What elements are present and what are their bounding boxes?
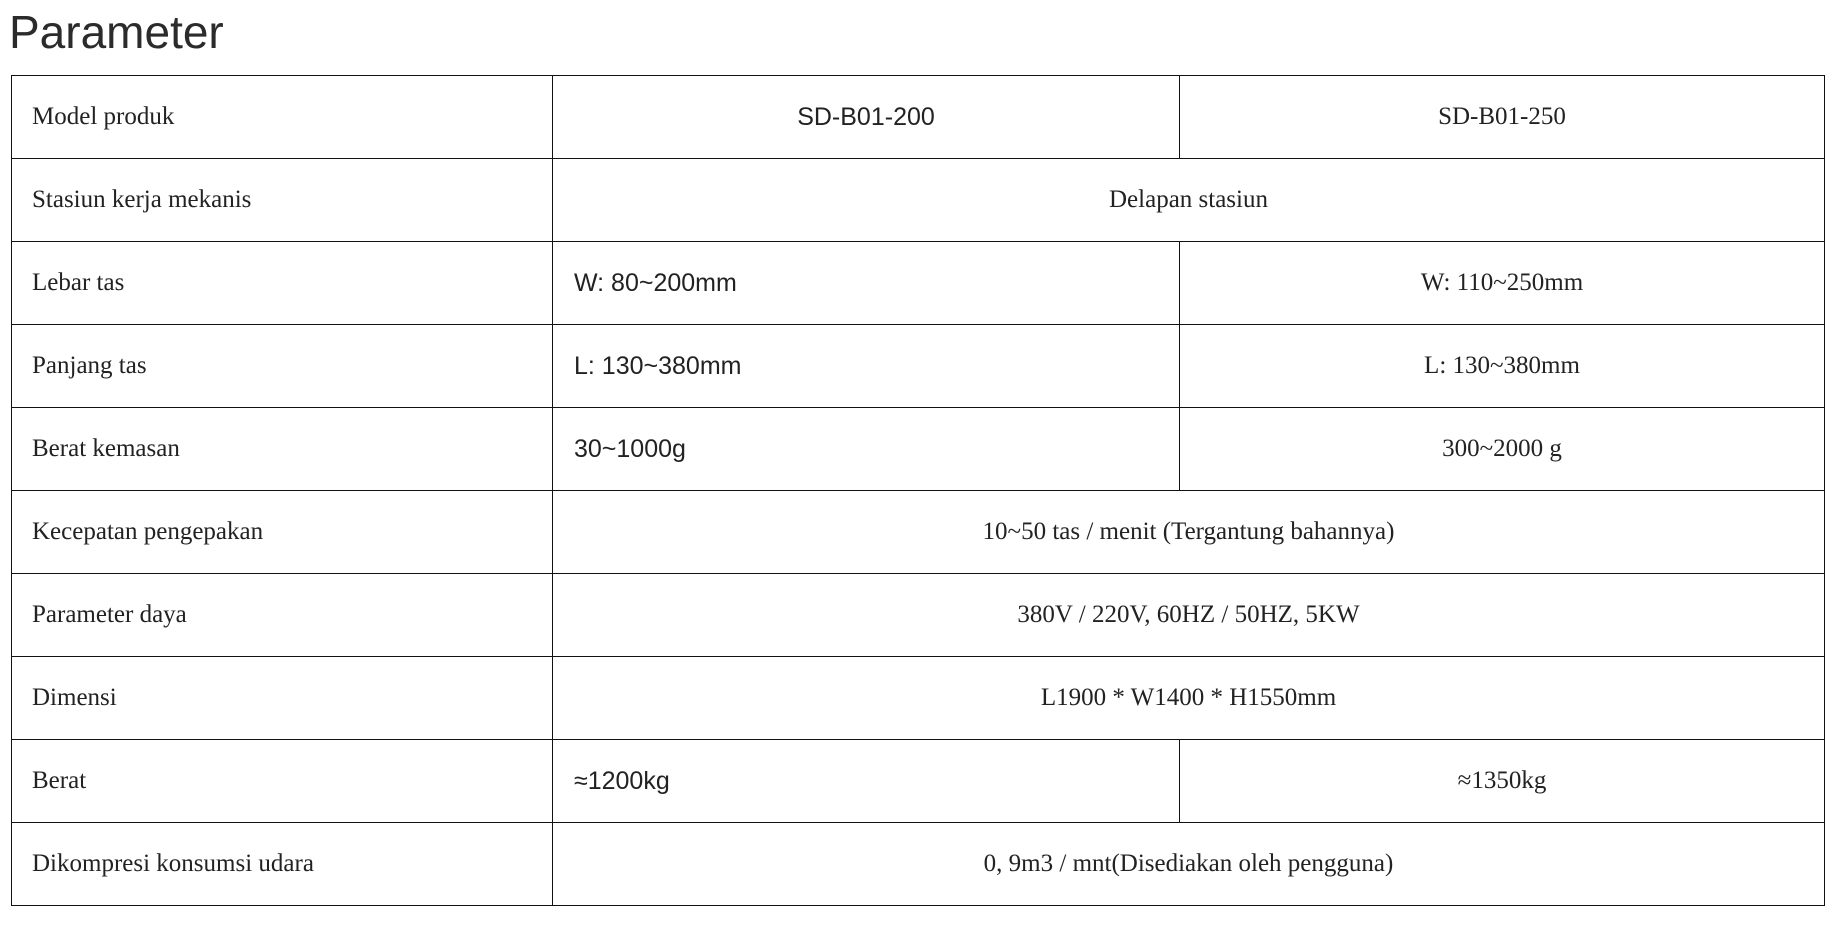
speed-value: 10~50 tas / menit (Tergantung bahannya) <box>553 491 1825 574</box>
table-row-model <box>12 76 1825 159</box>
table-row-power <box>12 574 1825 657</box>
bag-width-value-1: W: 80~200mm <box>553 242 1180 325</box>
table-row-bag-length <box>12 325 1825 408</box>
bag-length-value-1: L: 130~380mm <box>553 325 1180 408</box>
page-title: Parameter <box>9 6 224 58</box>
model-value-1: SD-B01-200 <box>553 76 1180 159</box>
table-row-bag-width <box>12 242 1825 325</box>
table-row-dimension <box>12 657 1825 740</box>
model-value-2: SD-B01-250 <box>1180 76 1825 159</box>
table-row-workstation <box>12 159 1825 242</box>
table-row-pack-weight <box>12 408 1825 491</box>
table-row-speed <box>12 491 1825 574</box>
air-consumption-value: 0, 9m3 / mnt(Disediakan oleh pengguna) <box>553 823 1825 906</box>
row-label: Panjang tas <box>12 325 553 408</box>
table-row-weight <box>12 740 1825 823</box>
weight-value-1: ≈1200kg <box>553 740 1180 823</box>
table-row-air-consumption <box>12 823 1825 906</box>
row-label: Stasiun kerja mekanis <box>12 159 553 242</box>
row-label: Kecepatan pengepakan <box>12 491 553 574</box>
row-label: Dimensi <box>12 657 553 740</box>
row-label: Berat <box>12 740 553 823</box>
pack-weight-value-1: 30~1000g <box>553 408 1180 491</box>
row-label: Model produk <box>12 76 553 159</box>
row-label: Berat kemasan <box>12 408 553 491</box>
workstation-value: Delapan stasiun <box>553 159 1825 242</box>
weight-value-2: ≈1350kg <box>1180 740 1825 823</box>
parameter-table <box>11 75 1825 906</box>
row-label: Parameter daya <box>12 574 553 657</box>
pack-weight-value-2: 300~2000 g <box>1180 408 1825 491</box>
bag-width-value-2: W: 110~250mm <box>1180 242 1825 325</box>
power-value: 380V / 220V, 60HZ / 50HZ, 5KW <box>553 574 1825 657</box>
dimension-value: L1900 * W1400 * H1550mm <box>553 657 1825 740</box>
row-label: Lebar tas <box>12 242 553 325</box>
row-label: Dikompresi konsumsi udara <box>12 823 553 906</box>
bag-length-value-2: L: 130~380mm <box>1180 325 1825 408</box>
